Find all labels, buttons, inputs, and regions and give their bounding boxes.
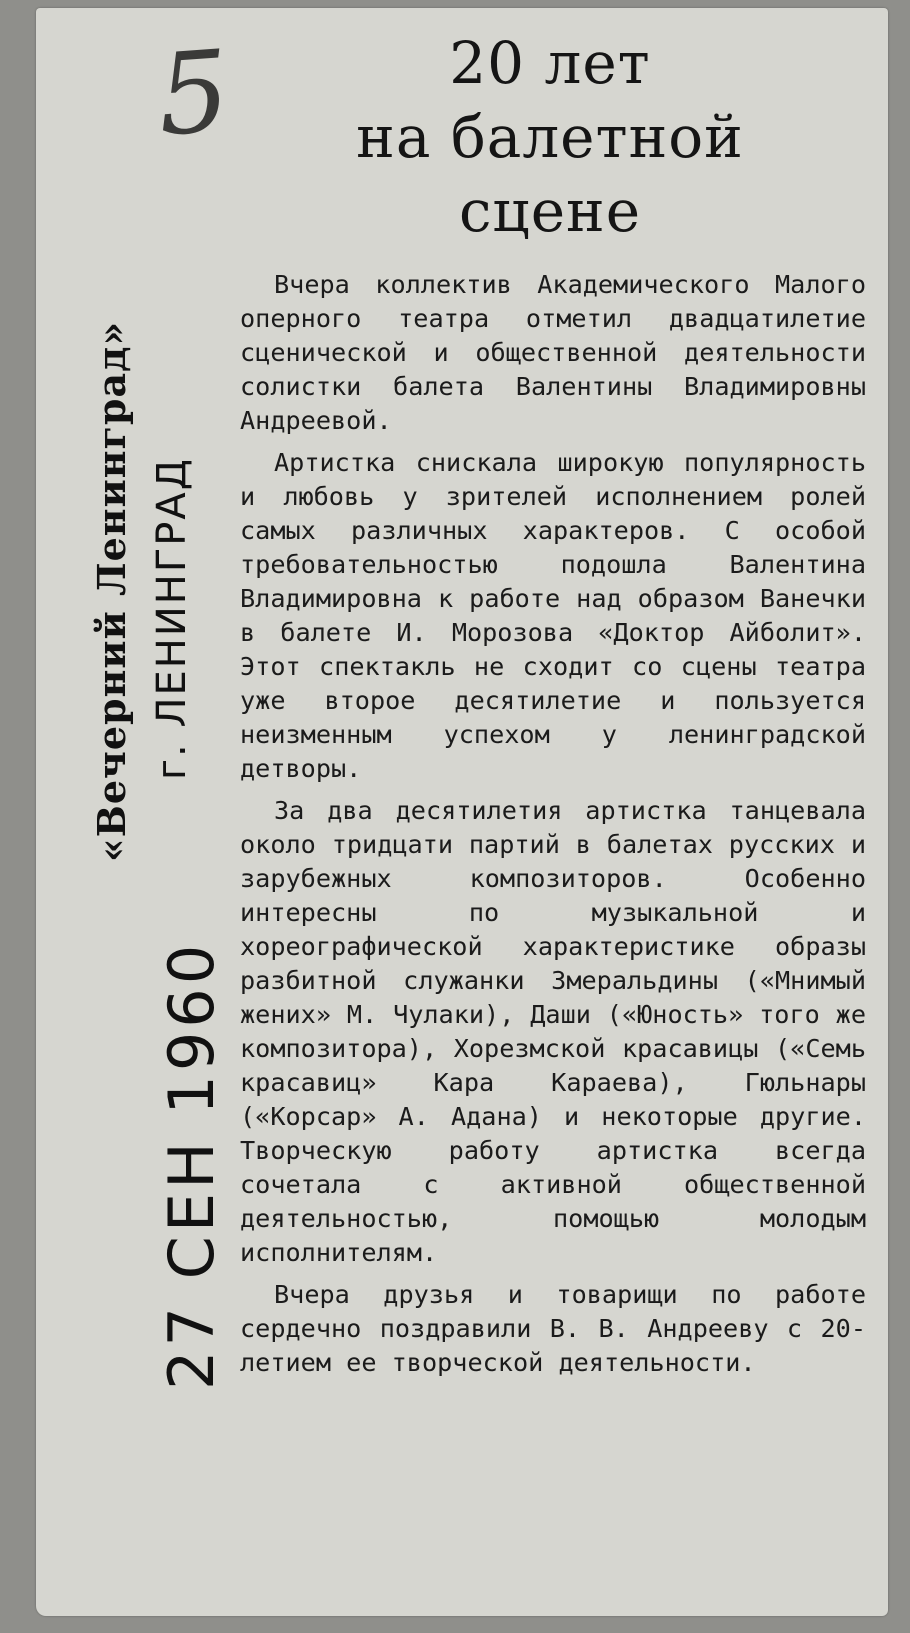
headline [250,26,850,248]
city-stamp: г. ЛЕНИНГРАД [149,456,195,780]
newspaper-name-stamp: «Вечерний Ленинград» [89,320,134,862]
headline-line-1: 20 лет [449,29,651,97]
paragraph: Вчера коллектив Академического Малого оперного театра отметил двадцатилетие сценической и общественной деятельности солистки балета Валентины Владимировны Андреевой. [240,270,866,435]
date-stamp: 27 СЕН 1960 [155,940,228,1390]
headline-line-3: сцене [458,177,642,245]
paragraph: Вчера друзья и товарищи по работе сердечно поздравили В. В. Андрееву с 20-летием ее творческой деятельности. [240,1280,866,1377]
paragraph: За два десятилетия артистка танцевала около тридцати партий в балетах русских и зарубежных композиторов. Особенно интересны по музыкальной и хореографической характеристике образы разбитной служанки Змеральдины («Мнимый жених» М. Чулаки), Даши («Юность» того же композитора), Хорезмской красавицы («Семь красавиц» Кара Караева), Гюльнары («Корсар» А. Адана) и некоторые другие. Творческую работу артистка всегда сочетала с активной общественной деятельностью, помощью молодым исполнителям. [240,796,866,1267]
handwritten-number: 5 [153,26,234,162]
article-body [240,268,866,1388]
headline-line-2: на балетной [356,103,744,171]
paragraph: Артистка снискала широкую популярность и любовь у зрителей исполнением ролей самых различных характеров. С особой требовательностью подошла Валентина Владимировна к работе над образом Ванечки в балете И. Морозова «Доктор Айболит». Этот спектакль не сходит со сцены театра уже второе десятилетие и пользуется неизменным успехом у ленинградской детворы. [240,448,866,783]
